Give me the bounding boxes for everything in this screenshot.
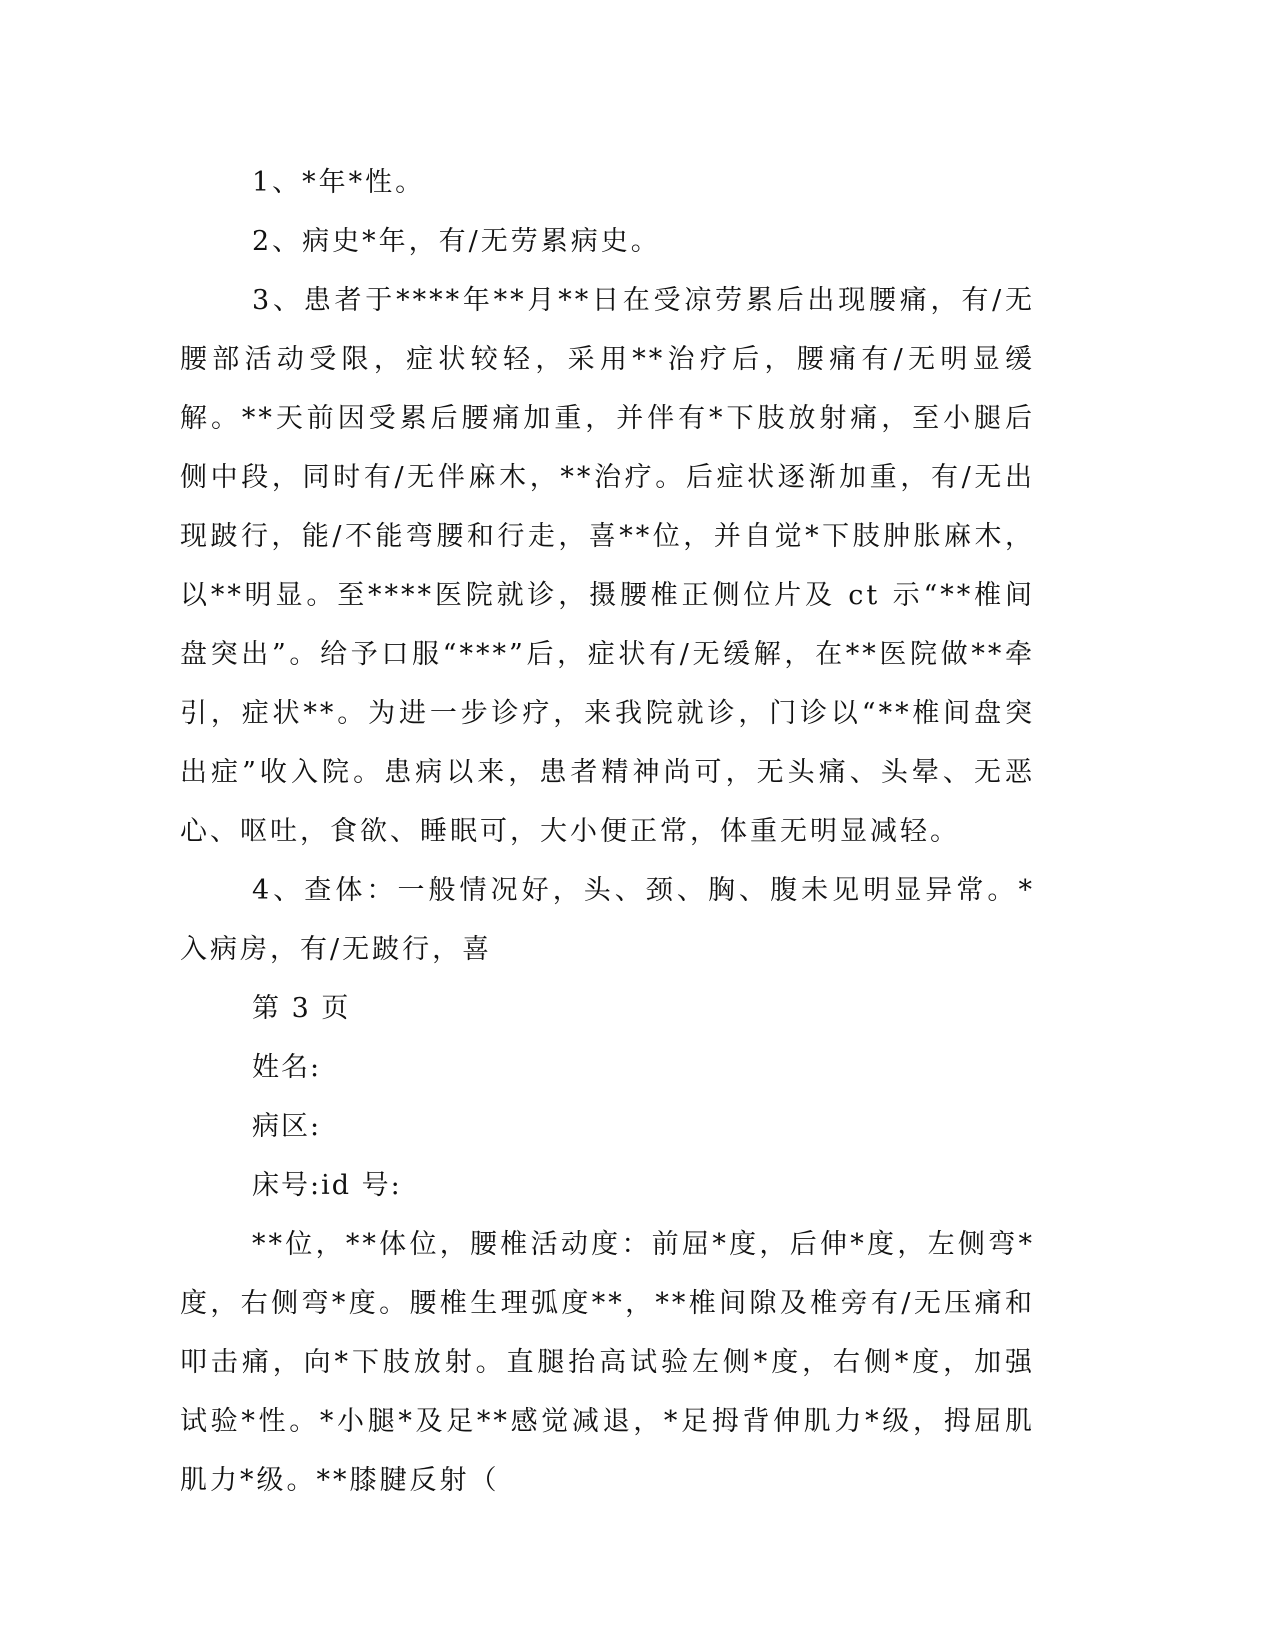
ward-label: 病区: [252,1111,322,1142]
bed-id-label: 床号:id 号: [252,1170,402,1201]
paragraph-2: 2、病史*年，有/无劳累病史。 [252,226,661,257]
continuation-paragraph: **位，**体位，腰椎活动度：前屈*度，后伸*度，左侧弯*度，右侧弯*度。腰椎生理弧度**，**椎间隙及椎旁有/无压痛和叩击痛，向*下肢放射。直腿抬高试验左侧*度，右侧*度，加强试验*性。*小腿*及足**感觉减退，*足拇背伸肌力*级，拇屈肌肌力*级。**膝腱反射（ [180,1229,1035,1496]
paragraph-4: 4、查体：一般情况好，头、颈、胸、腹未见明显异常。*入病房，有/无跛行，喜 [180,875,1035,965]
page-number-label: 第 3 页 [252,993,351,1024]
paragraph-3: 3、患者于****年**月**日在受凉劳累后出现腰痛，有/无腰部活动受限，症状较轻，采用**治疗后，腰痛有/无明显缓解。**天前因受累后腰痛加重，并伴有*下肢放射痛，至小腿后侧中段，同时有/无伴麻木，**治疗。后症状逐渐加重，有/无出现跛行，能/不能弯腰和行走，喜**位，并自觉*下肢肿胀麻木，以**明显。至****医院就诊，摄腰椎正侧位片及 ct 示“**椎间盘突出”。给予口服“***”后，症状有/无缓解，在**医院做**牵引，症状**。为进一步诊疗，来我院就诊，门诊以“**椎间盘突出症”收入院。患病以来，患者精神尚可，无头痛、头晕、无恶心、呕吐，食欲、睡眠可，大小便正常，体重无明显减轻。 [180,285,1035,847]
document-body [180,153,1035,1510]
paragraph-1: 1、*年*性。 [252,167,426,198]
name-label: 姓名: [252,1052,322,1083]
